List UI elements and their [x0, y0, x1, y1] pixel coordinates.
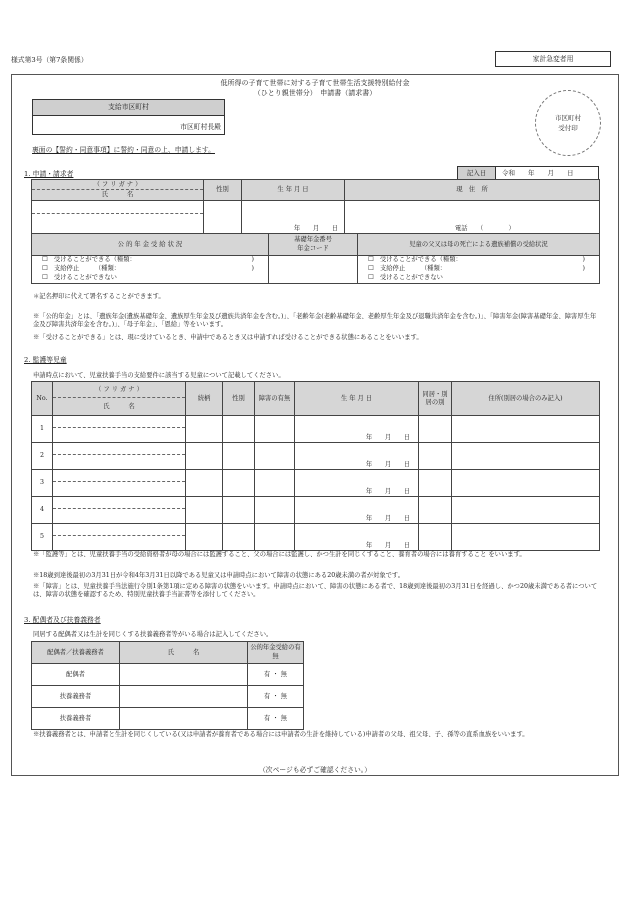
- child-relation-input[interactable]: [186, 470, 223, 497]
- pension-opt-receivable[interactable]: ☐ 受けることができる（種類： ): [42, 256, 254, 264]
- child-relation-input[interactable]: [186, 416, 223, 443]
- payer-label: 支給市区町村: [32, 99, 225, 116]
- section1-note2: ※「受けることができる」とは、現に受けているとき、申請中であるとき又は申請すれば受けることができる状態にあることをいいます。: [33, 334, 423, 341]
- child-cohabit-input[interactable]: [419, 470, 452, 497]
- furigana-label: （ フ リ ガ ナ ）: [32, 180, 203, 190]
- col-pension: 公的年金受給の有無: [248, 642, 304, 664]
- col-address: 住所(別居の場合のみ記入): [452, 382, 600, 416]
- name-header-cell: [32, 180, 204, 201]
- sex-input[interactable]: [204, 201, 242, 234]
- child-address-input[interactable]: [452, 470, 600, 497]
- col-cohabit: 同居・別居の別: [419, 382, 452, 416]
- dependent-type: 配偶者: [32, 664, 120, 686]
- basic-pension-no-label: 基礎年金番号: [294, 236, 332, 244]
- children-table: [31, 381, 600, 551]
- dependent-pension-select[interactable]: 有 ・ 無: [248, 686, 304, 708]
- col-sex: 性別: [223, 382, 255, 416]
- col-birth: 生 年 月 日: [295, 382, 419, 416]
- dependent-pension-select[interactable]: 有 ・ 無: [248, 664, 304, 686]
- pension-options-cell: [32, 256, 269, 284]
- child-cohabit-input[interactable]: [419, 443, 452, 470]
- child-row-no: 4: [32, 497, 53, 524]
- child-disability-input[interactable]: [255, 416, 295, 443]
- child-address-input[interactable]: [452, 416, 600, 443]
- child-disability-input[interactable]: [255, 443, 295, 470]
- pension-opt-none[interactable]: ☐ 受けることができない: [42, 273, 117, 281]
- child-cohabit-input[interactable]: [419, 524, 452, 551]
- section1-note1: ※「公的年金」とは、「遺族年金(遺族基礎年金、遺族厚生年金及び遺族共済年金を含む。)」、「老齢年金(老齢基礎年金、老齢厚生年金及び退職共済年金を含む。)」、「障害年金(障害基礎年金、障害厚生年金及び障害共済年金を含む。)」、「母子年金」、「恩給」等をいいます。: [33, 313, 597, 328]
- col-furigana: （ フ リ ガ ナ ）: [53, 382, 185, 398]
- child-birth-input[interactable]: 年 月 日: [295, 443, 419, 470]
- survivor-opt-none[interactable]: ☐ 受けることができない: [368, 273, 443, 281]
- address-label: 現 住 所: [345, 180, 600, 201]
- name-label: 氏 名: [101, 191, 134, 198]
- col-disability: 障害の有無: [255, 382, 295, 416]
- child-name-input[interactable]: [53, 416, 186, 443]
- receipt-seal-line1: 市区町村: [555, 114, 581, 122]
- child-row-no: 3: [32, 470, 53, 497]
- child-sex-input[interactable]: [223, 416, 255, 443]
- receipt-seal-line2: 受付印: [558, 124, 578, 132]
- child-name-input[interactable]: [53, 470, 186, 497]
- child-row-no: 1: [32, 416, 53, 443]
- entry-date-value: 令和 年 月 日: [495, 166, 599, 180]
- col-no: No.: [32, 382, 53, 416]
- section2-note1: ※「監護等」とは、児童扶養手当の受給資格者が母の場合には監護すること、父の場合には監護し、かつ生計を同じくすること、養育者の場合には養育すること をいいます。: [33, 551, 526, 558]
- section2-intro: 申請時点において、児童扶養手当の支給要件に該当する児童について記載してください。: [33, 372, 285, 379]
- child-disability-input[interactable]: [255, 524, 295, 551]
- child-cohabit-input[interactable]: [419, 416, 452, 443]
- section2-note2: ※18歳到達後最初の3月31日が令和4年3月31日以降である児童又は申請時点において障害の状態にある20歳未満の者が対象です。: [33, 572, 405, 579]
- section3-intro: 同居する配偶者又は生計を同じくする扶養義務者等がいる場合は記入してください。: [33, 631, 273, 638]
- receipt-seal-circle: [535, 90, 601, 156]
- section2-title: 2. 監護等児童: [24, 356, 67, 364]
- birthdate-input[interactable]: [242, 201, 345, 234]
- child-cohabit-input[interactable]: [419, 497, 452, 524]
- child-relation-input[interactable]: [186, 443, 223, 470]
- pension-status-label: 公 的 年 金 受 給 状 況: [32, 234, 269, 256]
- child-sex-input[interactable]: [223, 524, 255, 551]
- form-number: 様式第3号（第7条関係）: [11, 56, 88, 64]
- pension-number-input[interactable]: [269, 256, 358, 284]
- child-birth-input[interactable]: 年 月 日: [295, 524, 419, 551]
- pension-number-header: [269, 234, 358, 256]
- child-disability-input[interactable]: [255, 497, 295, 524]
- section1-title: 1. 申請・請求者: [24, 170, 74, 178]
- form-title-line1: 低所得の子育て世帯に対する子育て世帯生活支援特別給付金: [220, 79, 410, 87]
- child-disability-input[interactable]: [255, 470, 295, 497]
- section3-note: ※扶養義務者とは、申請者と生計を同じくしている(又は申請者が養育者である場合には申請者の生計を維持している)申請者の父母、祖父母、子、孫等の直系血族をいいます。: [33, 731, 529, 738]
- survivor-opt-suspended[interactable]: ☐ 支給停止 （種類： ): [368, 265, 585, 273]
- child-birth-input[interactable]: 年 月 日: [295, 497, 419, 524]
- child-sex-input[interactable]: [223, 443, 255, 470]
- survivor-status-label: 児童の父又は母の死亡による遺族補償の受給状況: [358, 234, 600, 256]
- child-sex-input[interactable]: [223, 497, 255, 524]
- entry-date-label: 記入日: [457, 166, 496, 180]
- seal-note: ＊記名押印に代えて署名することができます。: [33, 293, 165, 300]
- child-relation-input[interactable]: [186, 497, 223, 524]
- name-input-cell[interactable]: [32, 201, 204, 234]
- phone-label: 電話 （ ）: [455, 225, 515, 233]
- sex-label: 性別: [204, 180, 242, 201]
- child-address-input[interactable]: [452, 497, 600, 524]
- child-birth-input[interactable]: 年 月 日: [295, 416, 419, 443]
- birthdate-label: 生 年 月 日: [242, 180, 345, 201]
- pledge-text: 裏面の【誓約・同意事項】に誓約・同意の上、申請します。: [32, 146, 215, 154]
- pension-code-label: 年金コード: [297, 244, 329, 252]
- child-row-no: 2: [32, 443, 53, 470]
- child-relation-input[interactable]: [186, 524, 223, 551]
- payer-mayor: 市区町村長殿: [180, 123, 221, 131]
- child-birth-input[interactable]: 年 月 日: [295, 470, 419, 497]
- dependent-pension-select[interactable]: 有 ・ 無: [248, 708, 304, 730]
- payer-mayor-box: [32, 115, 225, 135]
- address-input[interactable]: [345, 201, 600, 234]
- survivor-options-cell: [358, 256, 600, 284]
- survivor-opt-receivable[interactable]: ☐ 受けることができる（種類： ): [368, 256, 585, 264]
- col-relation: 続柄: [186, 382, 223, 416]
- col-name: 氏 名: [103, 403, 135, 410]
- child-name-input[interactable]: [53, 524, 186, 551]
- col-name-header: [53, 382, 186, 416]
- pension-opt-suspended[interactable]: ☐ 支給停止 （種類： ): [42, 265, 254, 273]
- dependent-name-input[interactable]: [120, 664, 248, 686]
- dependent-type: 扶養義務者: [32, 708, 120, 730]
- dependent-type: 扶養義務者: [32, 686, 120, 708]
- child-address-input[interactable]: [452, 443, 600, 470]
- form-title-line2: （ひとり親世帯分） 申請書（請求書）: [253, 89, 377, 97]
- dependent-name-input[interactable]: [120, 708, 248, 730]
- col-name: 氏 名: [120, 642, 248, 664]
- child-sex-input[interactable]: [223, 470, 255, 497]
- child-row-no: 5: [32, 524, 53, 551]
- child-name-input[interactable]: [53, 443, 186, 470]
- dependent-name-input[interactable]: [120, 686, 248, 708]
- footer-note: （次ページも必ずご確認ください。）: [258, 766, 371, 774]
- dependents-table: [31, 641, 304, 730]
- birthdate-ymd: 年 月 日: [293, 225, 338, 233]
- pension-table: [31, 233, 600, 284]
- section2-note3: ※「障害」とは、児童扶養手当法施行令別1条第1項に定める障害の状態をいいます。申請時点において、障害の状態にある者で、18歳到達後最初の3月31日を経過し、かつ20歳未満である者については、障害の状態を確認するため、特別児童扶養手当証書等を添付してください。: [33, 583, 598, 598]
- child-address-input[interactable]: [452, 524, 600, 551]
- section3-title: 3. 配偶者及び扶養義務者: [24, 616, 101, 624]
- applicant-table: [31, 179, 600, 234]
- col-type: 配偶者／扶養義務者: [32, 642, 120, 664]
- child-name-input[interactable]: [53, 497, 186, 524]
- stamp-box: 家計急変者用: [495, 51, 611, 67]
- furigana-input[interactable]: [32, 201, 203, 214]
